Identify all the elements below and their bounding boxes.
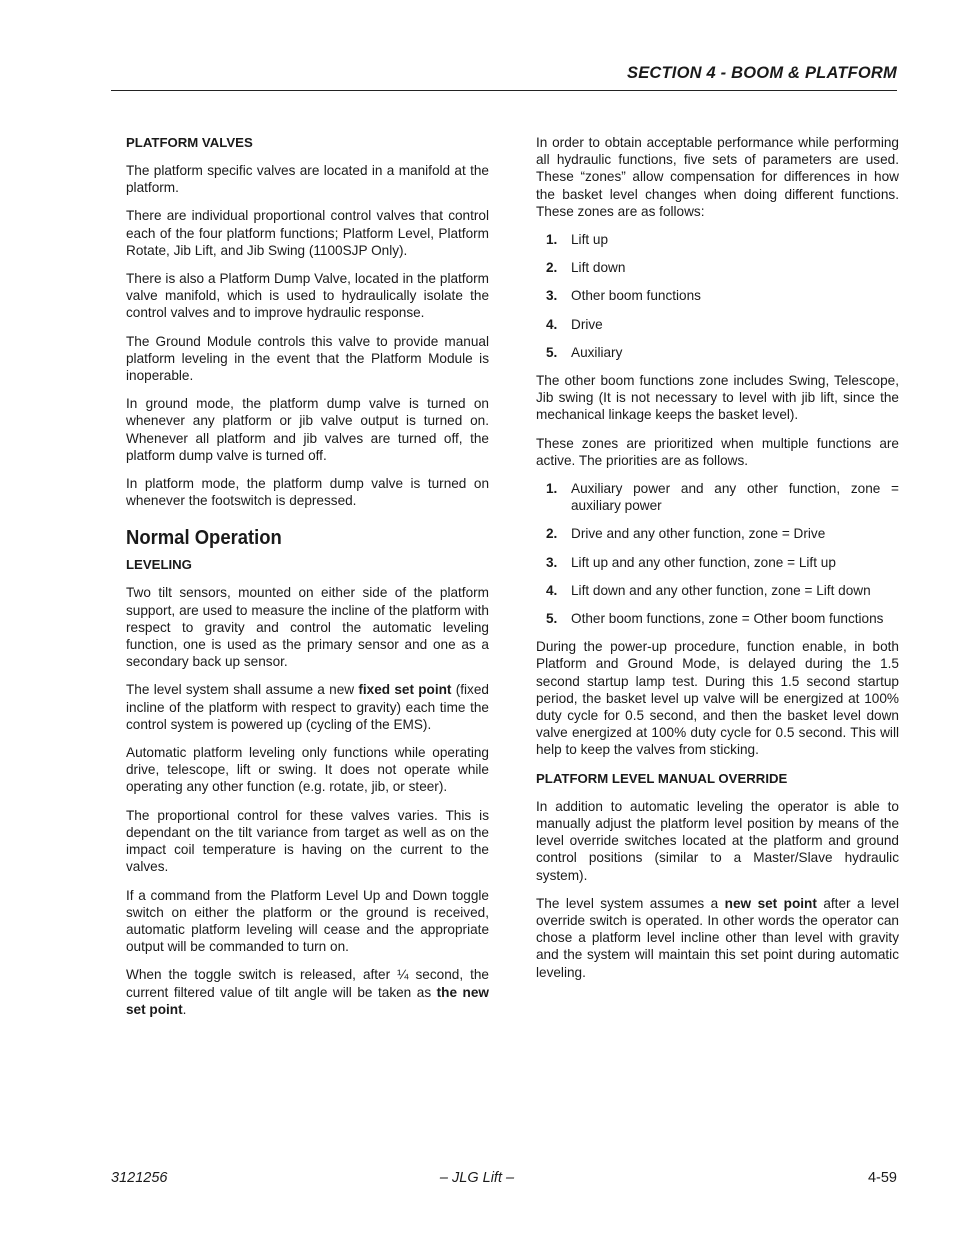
paragraph: The proportional control for these valves varies. This is dependant on the tilt variance from target as well as on the impact coil temperature is having on the current to the valves. <box>126 807 489 875</box>
list-number: 2. <box>546 526 558 542</box>
paragraph: If a command from the Platform Level Up and Down toggle switch on either the platform or the ground is received, automatic platform leveling will cease and the appropriate output will be commanded to turn on. <box>126 887 489 955</box>
list-item <box>536 610 899 627</box>
list-item <box>536 231 899 248</box>
bold-term: the new set point <box>126 984 489 1017</box>
list-item <box>536 287 899 304</box>
priorities-list <box>536 480 899 627</box>
text-run: The level system shall assume a new <box>126 682 359 698</box>
list-item <box>536 554 899 571</box>
left-column <box>126 134 489 1029</box>
list-text: Other boom functions <box>571 288 701 304</box>
list-number: 3. <box>546 288 558 304</box>
paragraph: Automatic platform leveling only functions while operating drive, telescope, lift or swing. It does not operate while operating any other function (e.g. rotate, jib, or steer). <box>126 745 489 795</box>
list-item <box>536 480 899 514</box>
text-run: (fixed incline of the platform with respect to gravity) each time the control system is powered up (cycling of the EMS). <box>126 682 489 732</box>
paragraph <box>126 681 489 733</box>
leveling-subheading: LEVELING <box>126 557 192 573</box>
paragraph: In order to obtain acceptable performance while performing all hydraulic functions, five sets of parameters are used. These “zones” allow compensation for differences in how the basket level changes when doing different functions. These zones are as follows: <box>536 135 899 219</box>
text-run: The level system assumes a <box>536 895 725 911</box>
list-item <box>536 259 899 276</box>
paragraph: The other boom functions zone includes Swing, Telescope, Jib swing (It is not necessary to level with jib lift, since the mechanical linkage keeps the basket level). <box>536 373 899 423</box>
header-rule <box>111 90 897 91</box>
paragraph: There is also a Platform Dump Valve, located in the platform valve manifold, which is used to hydraulically isolate the control valves and to improve hydraulic response. <box>126 271 489 321</box>
paragraph: In addition to automatic leveling the operator is able to manually adjust the platform level position by means of the level override switches located at the platform and ground control positions (similar to a Master/Slave hydraulic system). <box>536 798 899 883</box>
list-text: Lift up and any other function, zone = Lift up <box>571 554 836 570</box>
list-text: Drive and any other function, zone = Drive <box>571 526 826 542</box>
list-number: 3. <box>546 554 558 570</box>
list-text: Lift up <box>571 232 609 248</box>
text-run: after a level override switch is operated. In other words the operator can chose a platform level incline other than level with gravity and the system will maintain this set point during automatic leveling. <box>536 895 899 980</box>
list-number: 4. <box>546 316 558 332</box>
paragraph: In ground mode, the platform dump valve is turned on whenever any platform or jib valve output is turned on. Whenever all platform and jib valves are turned off, the platform dump valve is turned off. <box>126 396 489 463</box>
bold-term: fixed set point <box>358 682 452 698</box>
paragraph <box>536 895 899 981</box>
text-run: . <box>182 1001 187 1017</box>
list-number: 5. <box>546 611 558 627</box>
paragraph: The platform specific valves are located in a manifold at the platform. <box>126 163 489 196</box>
list-item <box>536 316 899 333</box>
section-title: SECTION 4 - BOOM & PLATFORM <box>626 64 897 82</box>
list-item <box>536 582 899 599</box>
footer-brand: – JLG Lift – <box>439 1170 515 1186</box>
paragraph: There are individual proportional control valves that control each of the four platform functions; Platform Level, Platform Rotate, Jib Lift, and Jib Swing (1100SJP Only). <box>126 208 489 258</box>
doc-number: 3121256 <box>111 1170 168 1186</box>
platform-valves-heading: PLATFORM VALVES <box>126 135 253 150</box>
right-column <box>536 134 899 992</box>
paragraph: During the power-up procedure, function enable, in both Platform and Ground Mode, is delayed during the 1.5 second startup lamp test. During this 1.5 second startup period, the basket level up valve will be energized at 100% duty cycle for 0.5 second, and then the basket level down valve energized at 100% duty cycle for 0.5 second. This will help to keep the valves from sticking. <box>536 639 899 758</box>
list-number: 1. <box>546 481 558 497</box>
list-text: Drive <box>571 316 603 332</box>
paragraph: These zones are prioritized when multiple functions are active. The priorities are as follows. <box>536 435 899 468</box>
list-item <box>536 344 899 361</box>
list-item <box>536 525 899 542</box>
paragraph: In platform mode, the platform dump valve is turned on whenever the footswitch is depressed. <box>126 476 489 509</box>
normal-operation-heading: Normal Operation <box>126 526 282 550</box>
paragraph: Two tilt sensors, mounted on either side of the platform support, are used to measure the incline of the platform with respect to gravity and control the automatic leveling function, one is used as the primary sensor and one as a secondary back up sensor. <box>126 585 489 670</box>
list-text: Auxiliary <box>571 344 623 360</box>
override-heading: PLATFORM LEVEL MANUAL OVERRIDE <box>536 770 788 786</box>
list-text: Lift down and any other function, zone = Lift down <box>571 582 871 598</box>
paragraph <box>126 966 489 1018</box>
list-number: 5. <box>546 344 558 360</box>
bold-term: new set point <box>724 895 817 911</box>
list-text: Lift down <box>571 260 626 276</box>
zones-list <box>536 231 899 361</box>
list-number: 2. <box>546 260 558 276</box>
list-text: Other boom functions, zone = Other boom functions <box>571 611 884 627</box>
list-text: Auxiliary power and any other function, zone = auxiliary power <box>571 481 899 514</box>
paragraph: The Ground Module controls this valve to provide manual platform leveling in the event that the Platform Module is inoperable. <box>126 333 489 384</box>
page-number: 4-59 <box>867 1170 897 1186</box>
list-number: 4. <box>546 582 558 598</box>
text-run: When the toggle switch is released, after ¼ second, the current filtered value of tilt angle will be taken as <box>126 967 489 1000</box>
list-number: 1. <box>546 232 558 248</box>
